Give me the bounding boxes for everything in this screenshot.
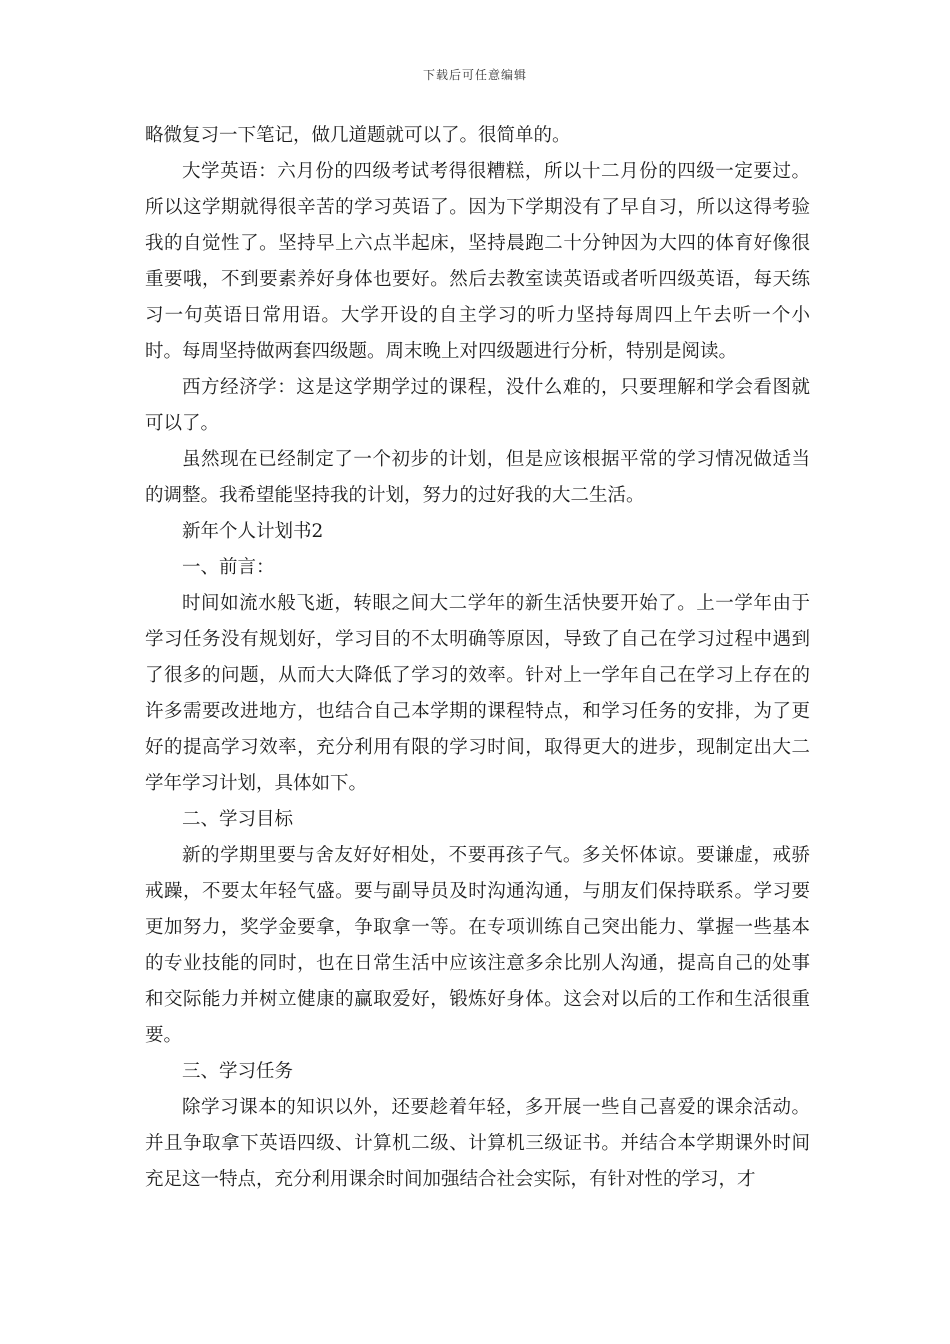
paragraph-preface: 时间如流水般飞逝，转眼之间大二学年的新生活快要开始了。上一学年由于学习任务没有规划好，学习目的不太明确等原因，导致了自己在学习过程中遇到了很多的问题，从而大大降低了学习的效率。针对上一学年自己在学习上存在的许多需要改进地方，也结合自己本学期的课程特点，和学习任务的安排，为了更好的提高学习效率，充分利用有限的学习时间，取得更大的进步，现制定出大二学年学习计划，具体如下。 [145,593,810,794]
section-heading-goals: 二、学习目标 [182,809,294,830]
section-title: 新年个人计划书2 [182,521,324,542]
section-heading-tasks: 三、学习任务 [182,1061,294,1082]
paragraph-summary: 虽然现在已经制定了一个初步的计划，但是应该根据平常的学习情况做适当的调整。我希望能坚持我的计划，努力的过好我的大二生活。 [145,449,810,506]
paragraph-goals: 新的学期里要与舍友好好相处，不要再孩子气。多关怀体谅。要谦虚，戒骄戒躁，不要太年轻气盛。要与副导员及时沟通沟通，与朋友们保持联系。学习要更加努力，奖学金要拿，争取拿一等。在专项训练自己突出能力、掌握一些基本的专业技能的同时，也在日常生活中应该注意多余比别人沟通，提高自己的处事和交际能力并树立健康的赢取爱好，锻炼好身体。这会对以后的工作和生活很重要。 [145,845,810,1046]
paragraph-tasks: 除学习课本的知识以外，还要趁着年轻，多开展一些自己喜爱的课余活动。并且争取拿下英语四级、计算机二级、计算机三级证书。并结合本学期课外时间充足这一特点，充分利用课余时间加强结合社会实际，有针对性的学习，才 [145,1097,810,1190]
paragraph-economics: 西方经济学：这是这学期学过的课程，没什么难的，只要理解和学会看图就可以了。 [145,377,810,434]
paragraph-english: 大学英语：六月份的四级考试考得很糟糕，所以十二月份的四级一定要过。所以这学期就得很辛苦的学习英语了。因为下学期没有了早自习，所以这得考验我的自觉性了。坚持早上六点半起床，坚持晨跑二十分钟因为大四的体育好像很重要哦，不到要素养好身体也要好。然后去教室读英语或者听四级英语，每天练习一句英语日常用语。大学开设的自主学习的听力坚持每周四上午去听一个小时。每周坚持做两套四级题。周末晚上对四级题进行分析，特别是阅读。 [145,161,810,362]
paragraph-continuation: 略微复习一下笔记，做几道题就可以了。很简单的。 [145,125,571,146]
page-header: 下载后可任意编辑 [422,68,527,82]
document-body [145,118,810,1198]
section-heading-preface: 一、前言： [182,557,275,578]
